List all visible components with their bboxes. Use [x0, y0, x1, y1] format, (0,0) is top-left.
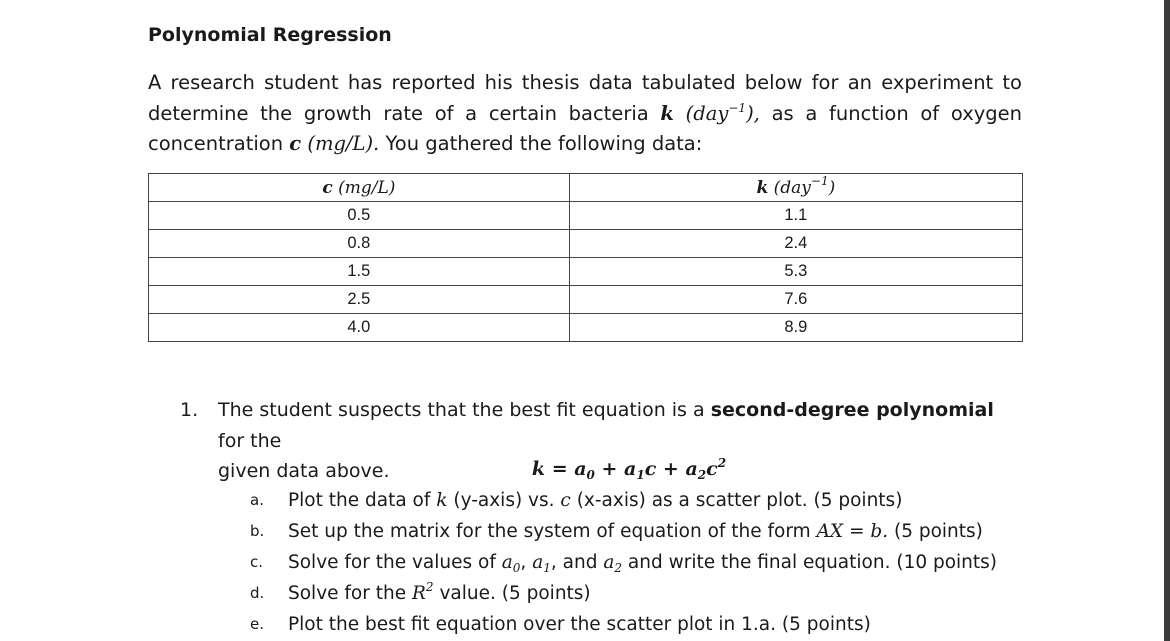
- cell-c: 2.5: [149, 286, 570, 314]
- page-title: Polynomial Regression: [148, 24, 392, 46]
- header-k: k (day$^{-1}$): [569, 174, 1022, 202]
- table-row: [149, 230, 1023, 258]
- list-item: [250, 547, 1050, 578]
- intro-line-1: A research student has reported his thesis data tabulated below for an experiment to: [148, 71, 1022, 94]
- cell-k: 2.4: [569, 230, 1022, 258]
- item-text: Plot the data of k (y-axis) vs. c (x-axis) as a scatter plot. (5 points): [288, 490, 903, 511]
- table-header-row: [149, 174, 1023, 202]
- intro-line-2: determine the growth rate of a certain bacteria k (day$^{-1}$), as a function of oxygen: [148, 100, 1023, 125]
- polynomial-equation: $k = a_0 + a_1c + a_2c^2$: [531, 456, 727, 482]
- item-letter: c.: [250, 553, 264, 571]
- cell-k: 5.3: [569, 258, 1022, 286]
- cell-k: 8.9: [569, 314, 1022, 342]
- intro-paragraph: [148, 68, 1022, 160]
- header-c: c (mg/L): [149, 174, 570, 202]
- item-text: Plot the best fit equation over the scatter plot in 1.a. (5 points): [288, 614, 871, 635]
- item-text: Set up the matrix for the system of equation of the form AX = b. (5 points): [288, 521, 983, 542]
- cell-k: 7.6: [569, 286, 1022, 314]
- list-item: [250, 609, 1050, 640]
- data-table: [148, 173, 1023, 342]
- item-text: Solve for the values of $a_0$, $a_1$, and $a_2$ and write the final equation. (10 points): [288, 552, 998, 575]
- item-letter: d.: [250, 584, 265, 602]
- item-text: Solve for the $R^2$ value. (5 points): [288, 580, 591, 604]
- k-symbol: k: [660, 101, 674, 125]
- question-number: 1.: [180, 399, 199, 421]
- page-edge-bar: [1164, 0, 1170, 641]
- table-row: [149, 286, 1023, 314]
- k-unit: (day$^{-1}$),: [685, 100, 760, 125]
- cell-c: 4.0: [149, 314, 570, 342]
- list-item: [250, 485, 1050, 516]
- cell-c: 1.5: [149, 258, 570, 286]
- item-letter: b.: [250, 522, 265, 540]
- intro-line-3: concentration c (mg/L). You gathered the following data:: [148, 132, 703, 155]
- table-row: [149, 258, 1023, 286]
- question-emphasis: second-degree polynomial: [710, 399, 994, 421]
- table-row: [149, 202, 1023, 230]
- cell-k: 1.1: [569, 202, 1022, 230]
- list-item: [250, 516, 1050, 547]
- item-letter: a.: [250, 491, 264, 509]
- c-symbol: c: [289, 132, 302, 155]
- question-text: The student suspects that the best fit equation is a second-degree polynomial for the given data above.: [218, 399, 994, 482]
- sub-question-list: [250, 485, 1050, 640]
- table-row: [149, 314, 1023, 342]
- cell-c: 0.5: [149, 202, 570, 230]
- item-letter: e.: [250, 615, 264, 633]
- cell-c: 0.8: [149, 230, 570, 258]
- c-unit: (mg/L).: [307, 132, 380, 155]
- list-item: [250, 578, 1050, 609]
